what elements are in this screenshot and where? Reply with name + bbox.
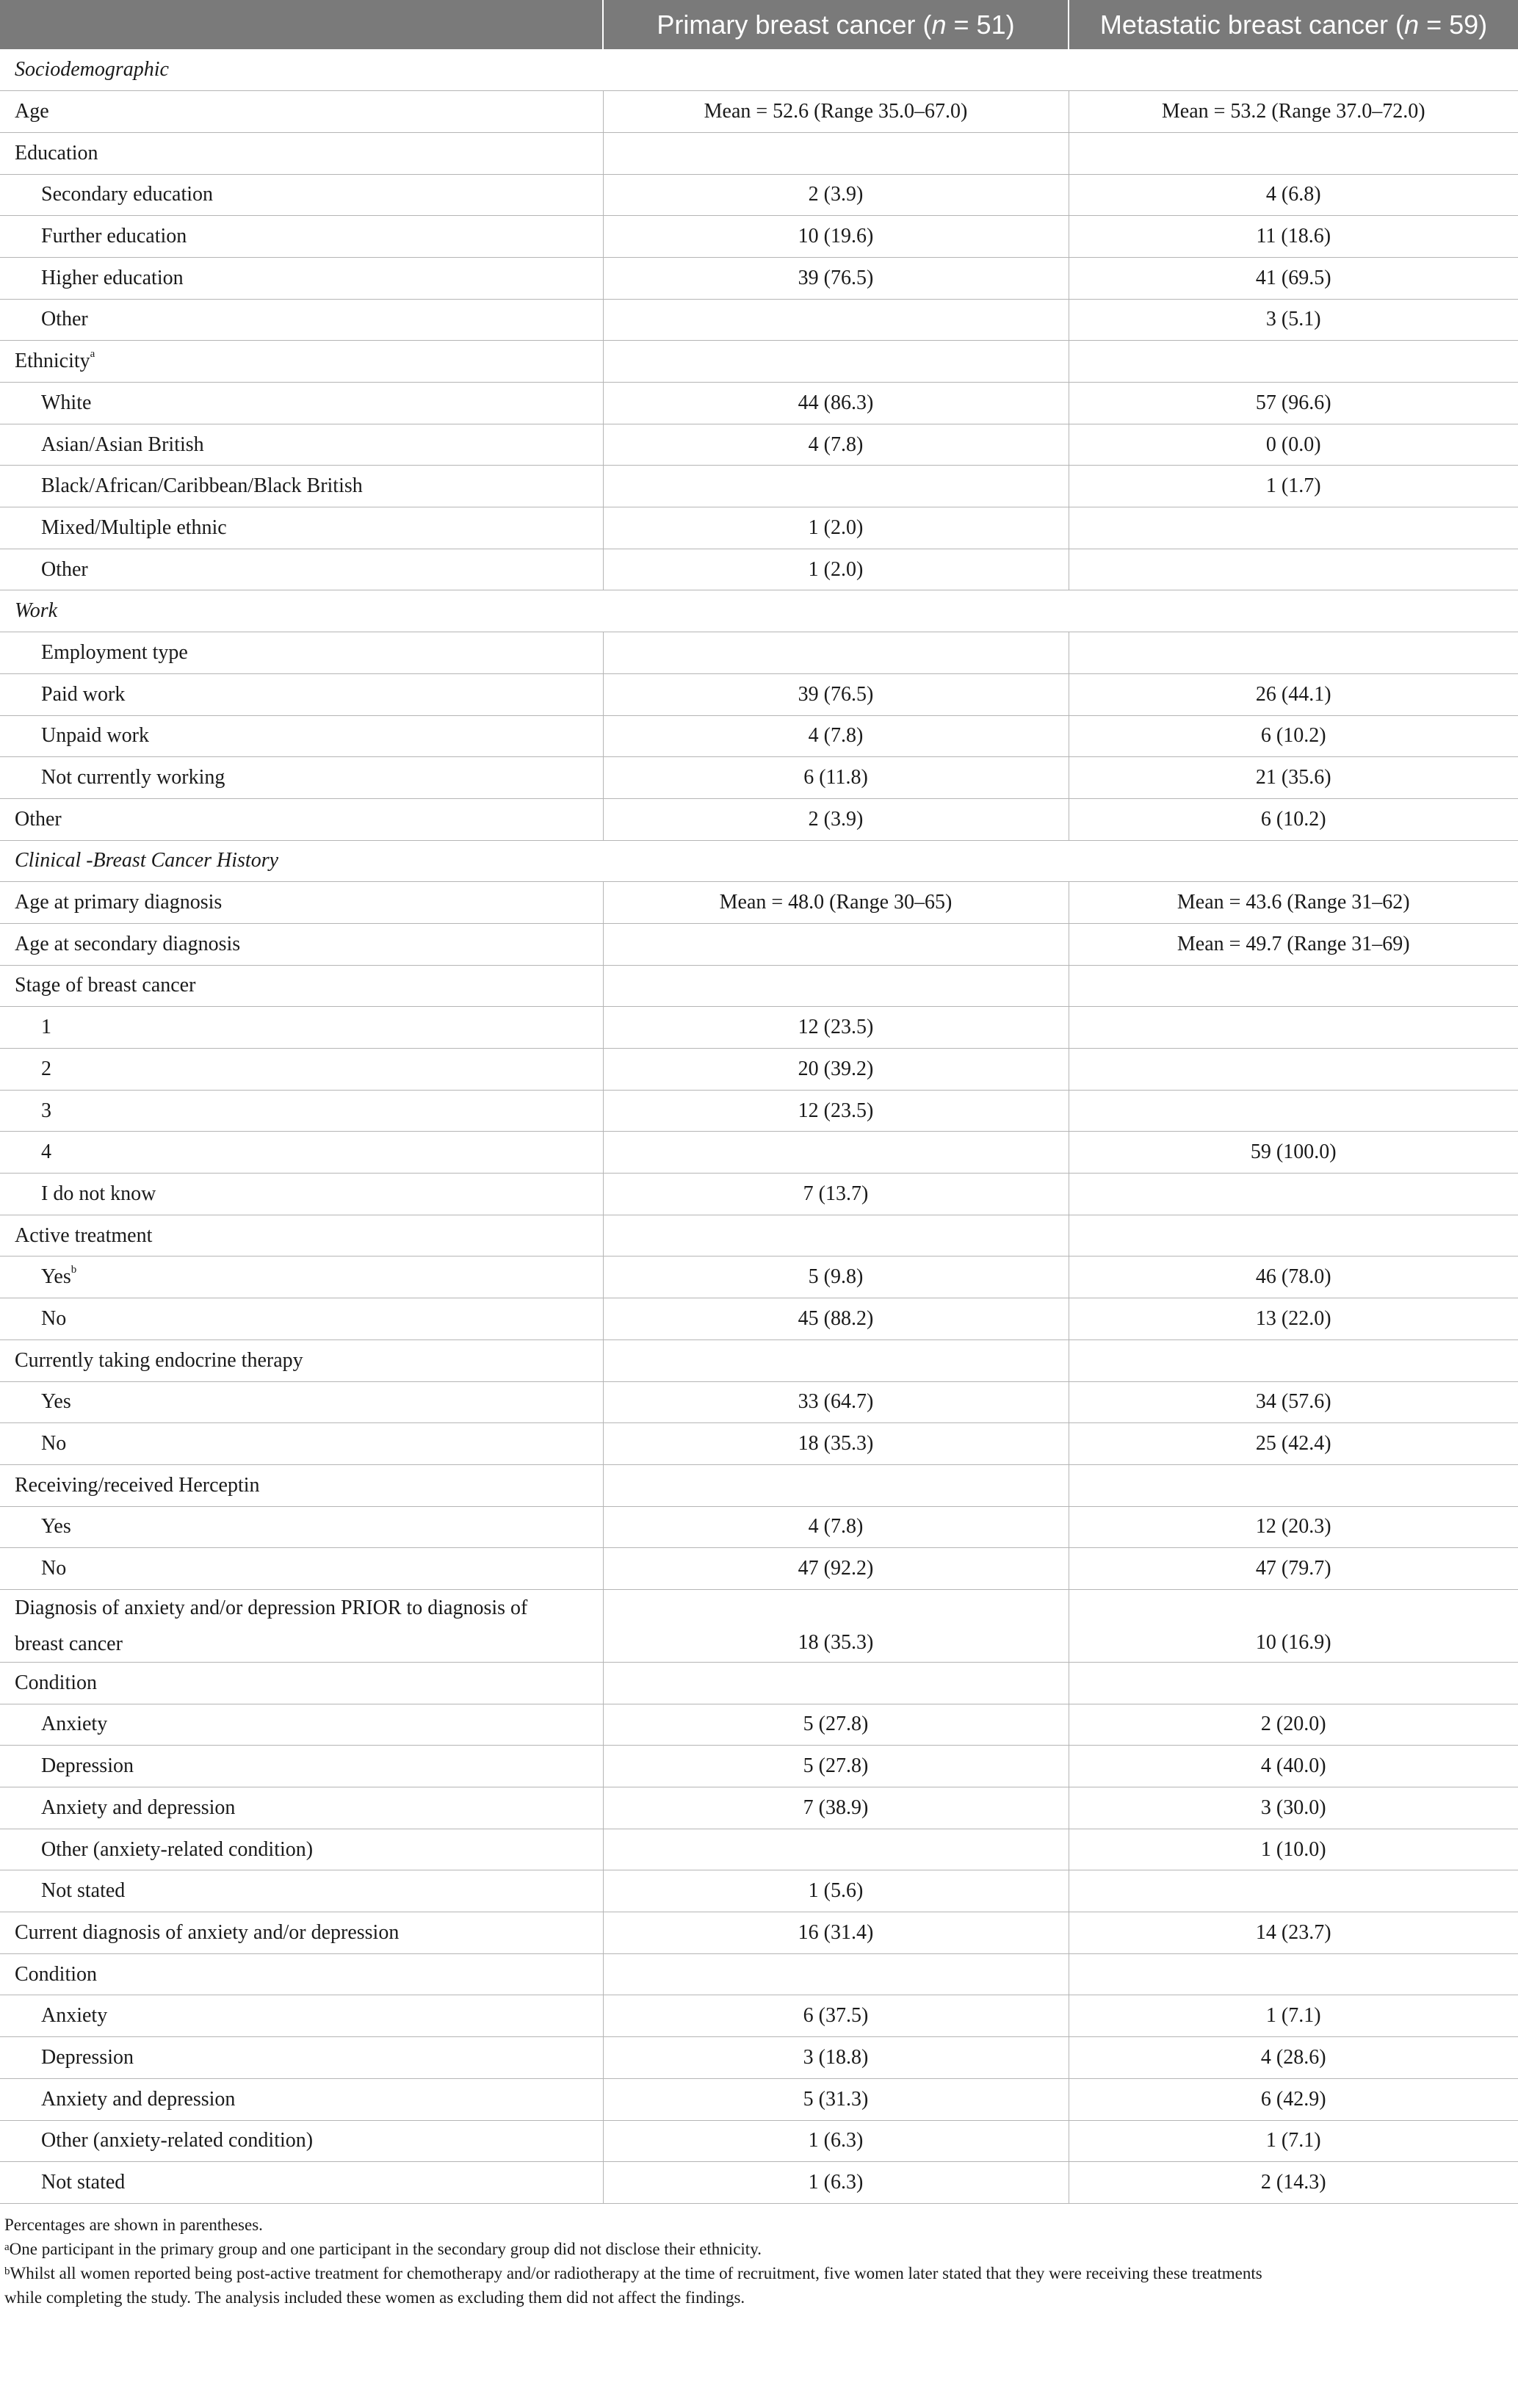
row-label: 4 [0,1132,603,1174]
primary-value: 1 (6.3) [603,2120,1069,2162]
table-row [0,91,1518,133]
primary-value: 5 (27.8) [603,1704,1069,1746]
row-label: Paid work [0,673,603,715]
footnote-marker: b [71,1264,77,1276]
metastatic-value: 11 (18.6) [1069,216,1518,258]
metastatic-value: 34 (57.6) [1069,1381,1518,1423]
primary-value: 5 (31.3) [603,2078,1069,2120]
table-header-row [0,0,1518,49]
table-row [0,1704,1518,1746]
primary-value [603,466,1069,507]
row-label: Education [0,132,603,174]
primary-value: 5 (9.8) [603,1257,1069,1298]
row-label: 2 [0,1049,603,1091]
row-label: Age at primary diagnosis [0,882,603,924]
yes-label: Yes [41,1265,71,1289]
table-row [0,923,1518,965]
table-row [0,673,1518,715]
primary-value: 6 (37.5) [603,1995,1069,2037]
row-label: No [0,1548,603,1590]
metastatic-value: 1 (7.1) [1069,2120,1518,2162]
table-row [0,1423,1518,1465]
metastatic-value [1069,341,1518,383]
primary-value: 3 (18.8) [603,2037,1069,2079]
primary-value: 4 (7.8) [603,1506,1069,1548]
primary-value [603,299,1069,341]
table-row [0,299,1518,341]
metastatic-value [1069,1174,1518,1215]
table-footnotes [0,2213,1498,2310]
primary-value: 6 (11.8) [603,757,1069,799]
row-label: Stage of breast cancer [0,965,603,1007]
metastatic-value: 25 (42.4) [1069,1423,1518,1465]
header-primary [603,0,1069,49]
row-label: Yes [0,1381,603,1423]
row-label: No [0,1423,603,1465]
metastatic-value: Mean = 53.2 (Range 37.0–72.0) [1069,91,1518,133]
metastatic-value [1069,1215,1518,1257]
row-label: Other (anxiety-related condition) [0,2120,603,2162]
metastatic-value: 3 (5.1) [1069,299,1518,341]
footnote-a [0,2237,1498,2261]
metastatic-value: 57 (96.6) [1069,383,1518,424]
table-row [0,216,1518,258]
row-label: No [0,1298,603,1340]
table-row [0,1049,1518,1091]
table-row [0,1870,1518,1912]
row-label: Other [0,299,603,341]
ethnicity-label: Ethnicity [15,350,90,373]
table-row [0,2037,1518,2079]
metastatic-value: 46 (78.0) [1069,1257,1518,1298]
metastatic-value: Mean = 49.7 (Range 31–69) [1069,923,1518,965]
table-row [0,1215,1518,1257]
primary-value: 1 (2.0) [603,507,1069,549]
metastatic-value: 47 (79.7) [1069,1548,1518,1590]
footnote-b-text-line-2: while completing the study. The analysis included these women as excluding them did not affect the findings. [4,2288,745,2307]
footnote-b-text-line-1: Whilst all women reported being post-active treatment for chemotherapy and/or radiotherapy at the time of recruitment, five women later stated that they were receiving these treatments [10,2263,1262,2282]
metastatic-value: 10 (16.9) [1069,1589,1518,1662]
row-label: Yes [0,1506,603,1548]
metastatic-value: 4 (40.0) [1069,1746,1518,1787]
primary-value [603,1215,1069,1257]
footnote-a-marker: a [4,2241,10,2253]
table-row [0,632,1518,674]
primary-value [603,1339,1069,1381]
row-label: White [0,383,603,424]
table-row [0,757,1518,799]
row-label: Depression [0,1746,603,1787]
section-row [0,590,1518,632]
row-label-line-1: Diagnosis of anxiety and/or depression PRIOR to diagnosis of [15,1596,528,1619]
row-label: Anxiety and depression [0,2078,603,2120]
row-label [0,1589,603,1662]
table-row [0,1298,1518,1340]
table-row [0,132,1518,174]
table-row [0,1953,1518,1995]
primary-value: 2 (3.9) [603,798,1069,840]
primary-value: 33 (64.7) [603,1381,1069,1423]
row-label: Condition [0,1953,603,1995]
row-label: 1 [0,1007,603,1049]
row-label [0,341,603,383]
metastatic-value: 3 (30.0) [1069,1787,1518,1829]
table-row [0,1132,1518,1174]
row-label: Current diagnosis of anxiety and/or depression [0,1912,603,1954]
metastatic-value [1069,1339,1518,1381]
metastatic-value [1069,1090,1518,1132]
metastatic-value [1069,1953,1518,1995]
table-row [0,1912,1518,1954]
metastatic-value: 2 (20.0) [1069,1704,1518,1746]
primary-value: Mean = 52.6 (Range 35.0–67.0) [603,91,1069,133]
metastatic-value [1069,1007,1518,1049]
primary-value [603,1132,1069,1174]
row-label: Anxiety [0,1704,603,1746]
table-row [0,2120,1518,2162]
header-metastatic-count: = 59) [1419,9,1488,40]
footnote-a-text: One participant in the primary group and one participant in the secondary group did not disclose their ethnicity. [9,2239,762,2258]
metastatic-value [1069,1662,1518,1704]
table-row [0,174,1518,216]
table-row [0,2162,1518,2204]
primary-value: 45 (88.2) [603,1298,1069,1340]
header-blank-cell [0,0,603,49]
table-row [0,1995,1518,2037]
primary-value [603,923,1069,965]
primary-value [603,1829,1069,1870]
table-row [0,715,1518,757]
table-row [0,1829,1518,1870]
metastatic-value: 12 (20.3) [1069,1506,1518,1548]
table-row [0,882,1518,924]
primary-value: 20 (39.2) [603,1049,1069,1091]
primary-value: 10 (19.6) [603,216,1069,258]
metastatic-value: 41 (69.5) [1069,257,1518,299]
primary-value [603,965,1069,1007]
primary-value [603,132,1069,174]
row-label: Condition [0,1662,603,1704]
table-row [0,1464,1518,1506]
table-row [0,1506,1518,1548]
primary-value: 1 (5.6) [603,1870,1069,1912]
header-metastatic-n: n [1404,9,1420,40]
primary-value: 4 (7.8) [603,715,1069,757]
row-label-line-2: breast cancer [15,1632,123,1655]
row-label: Other [0,549,603,590]
row-label: Age at secondary diagnosis [0,923,603,965]
metastatic-value: 13 (22.0) [1069,1298,1518,1340]
section-heading: Work [0,590,1518,632]
table-row [0,549,1518,590]
table-row [0,341,1518,383]
metastatic-value: 4 (6.8) [1069,174,1518,216]
metastatic-value [1069,132,1518,174]
primary-value: Mean = 48.0 (Range 30–65) [603,882,1069,924]
primary-value [603,1464,1069,1506]
row-label: I do not know [0,1174,603,1215]
metastatic-value [1069,1049,1518,1091]
row-label: Receiving/received Herceptin [0,1464,603,1506]
table-row [0,1746,1518,1787]
primary-value [603,1953,1069,1995]
table-row [0,965,1518,1007]
metastatic-value: 59 (100.0) [1069,1132,1518,1174]
primary-value: 5 (27.8) [603,1746,1069,1787]
row-label: Active treatment [0,1215,603,1257]
metastatic-value: 6 (42.9) [1069,2078,1518,2120]
primary-value: 2 (3.9) [603,174,1069,216]
row-label: Employment type [0,632,603,674]
row-label: Black/African/Caribbean/Black British [0,466,603,507]
primary-value: 16 (31.4) [603,1912,1069,1954]
primary-value [603,1662,1069,1704]
table-row [0,383,1518,424]
row-label: 3 [0,1090,603,1132]
table-row [0,1257,1518,1298]
primary-value: 12 (23.5) [603,1007,1069,1049]
table-row [0,1339,1518,1381]
metastatic-value: 14 (23.7) [1069,1912,1518,1954]
metastatic-value: 1 (7.1) [1069,1995,1518,2037]
row-label: Not stated [0,2162,603,2204]
header-primary-count: = 51) [946,9,1015,40]
section-row [0,840,1518,882]
table-row [0,798,1518,840]
primary-value: 1 (6.3) [603,2162,1069,2204]
metastatic-value: 6 (10.2) [1069,798,1518,840]
row-label: Not currently working [0,757,603,799]
primary-value: 7 (38.9) [603,1787,1069,1829]
footnote-b-marker: b [4,2265,10,2277]
metastatic-value: Mean = 43.6 (Range 31–62) [1069,882,1518,924]
table-row [0,1174,1518,1215]
metastatic-value [1069,549,1518,590]
row-label: Higher education [0,257,603,299]
primary-value: 1 (2.0) [603,549,1069,590]
row-label: Anxiety and depression [0,1787,603,1829]
primary-value: 18 (35.3) [603,1589,1069,1662]
metastatic-value: 21 (35.6) [1069,757,1518,799]
footnote-marker: a [90,348,95,361]
row-label: Not stated [0,1870,603,1912]
metastatic-value: 0 (0.0) [1069,424,1518,466]
metastatic-value: 1 (1.7) [1069,466,1518,507]
metastatic-value: 26 (44.1) [1069,673,1518,715]
row-label: Other (anxiety-related condition) [0,1829,603,1870]
table-row [0,466,1518,507]
table-row [0,1090,1518,1132]
table-row [0,507,1518,549]
metastatic-value [1069,965,1518,1007]
section-row [0,49,1518,91]
primary-value: 18 (35.3) [603,1423,1069,1465]
metastatic-value [1069,1870,1518,1912]
metastatic-value: 2 (14.3) [1069,2162,1518,2204]
row-label: Other [0,798,603,840]
header-primary-text: Primary breast cancer ( [657,9,932,40]
primary-value: 47 (92.2) [603,1548,1069,1590]
table-row [0,1548,1518,1590]
table-row [0,1007,1518,1049]
row-label: Secondary education [0,174,603,216]
section-heading: Sociodemographic [0,49,1518,91]
header-primary-n: n [931,9,947,40]
primary-value: 39 (76.5) [603,257,1069,299]
header-metastatic [1069,0,1518,49]
primary-value: 7 (13.7) [603,1174,1069,1215]
table-row [0,1589,1518,1662]
row-label: Further education [0,216,603,258]
row-label: Asian/Asian British [0,424,603,466]
table-row [0,2078,1518,2120]
footnote-b [0,2261,1498,2310]
metastatic-value: 1 (10.0) [1069,1829,1518,1870]
row-label: Mixed/Multiple ethnic [0,507,603,549]
metastatic-value [1069,1464,1518,1506]
table-row [0,257,1518,299]
footnote-percentages: Percentages are shown in parentheses. [4,2215,263,2234]
row-label [0,1257,603,1298]
row-label: Currently taking endocrine therapy [0,1339,603,1381]
table-row [0,1787,1518,1829]
primary-value: 44 (86.3) [603,383,1069,424]
primary-value [603,632,1069,674]
metastatic-value [1069,507,1518,549]
header-metastatic-text: Metastatic breast cancer ( [1099,9,1405,40]
metastatic-value: 6 (10.2) [1069,715,1518,757]
row-label: Age [0,91,603,133]
primary-value: 12 (23.5) [603,1090,1069,1132]
metastatic-value: 4 (28.6) [1069,2037,1518,2079]
primary-value: 39 (76.5) [603,673,1069,715]
primary-value [603,341,1069,383]
table-row [0,424,1518,466]
row-label: Anxiety [0,1995,603,2037]
primary-value: 4 (7.8) [603,424,1069,466]
row-label: Depression [0,2037,603,2079]
section-heading: Clinical -Breast Cancer History [0,840,1518,882]
metastatic-value [1069,632,1518,674]
table-row [0,1381,1518,1423]
table-row [0,1662,1518,1704]
row-label: Unpaid work [0,715,603,757]
